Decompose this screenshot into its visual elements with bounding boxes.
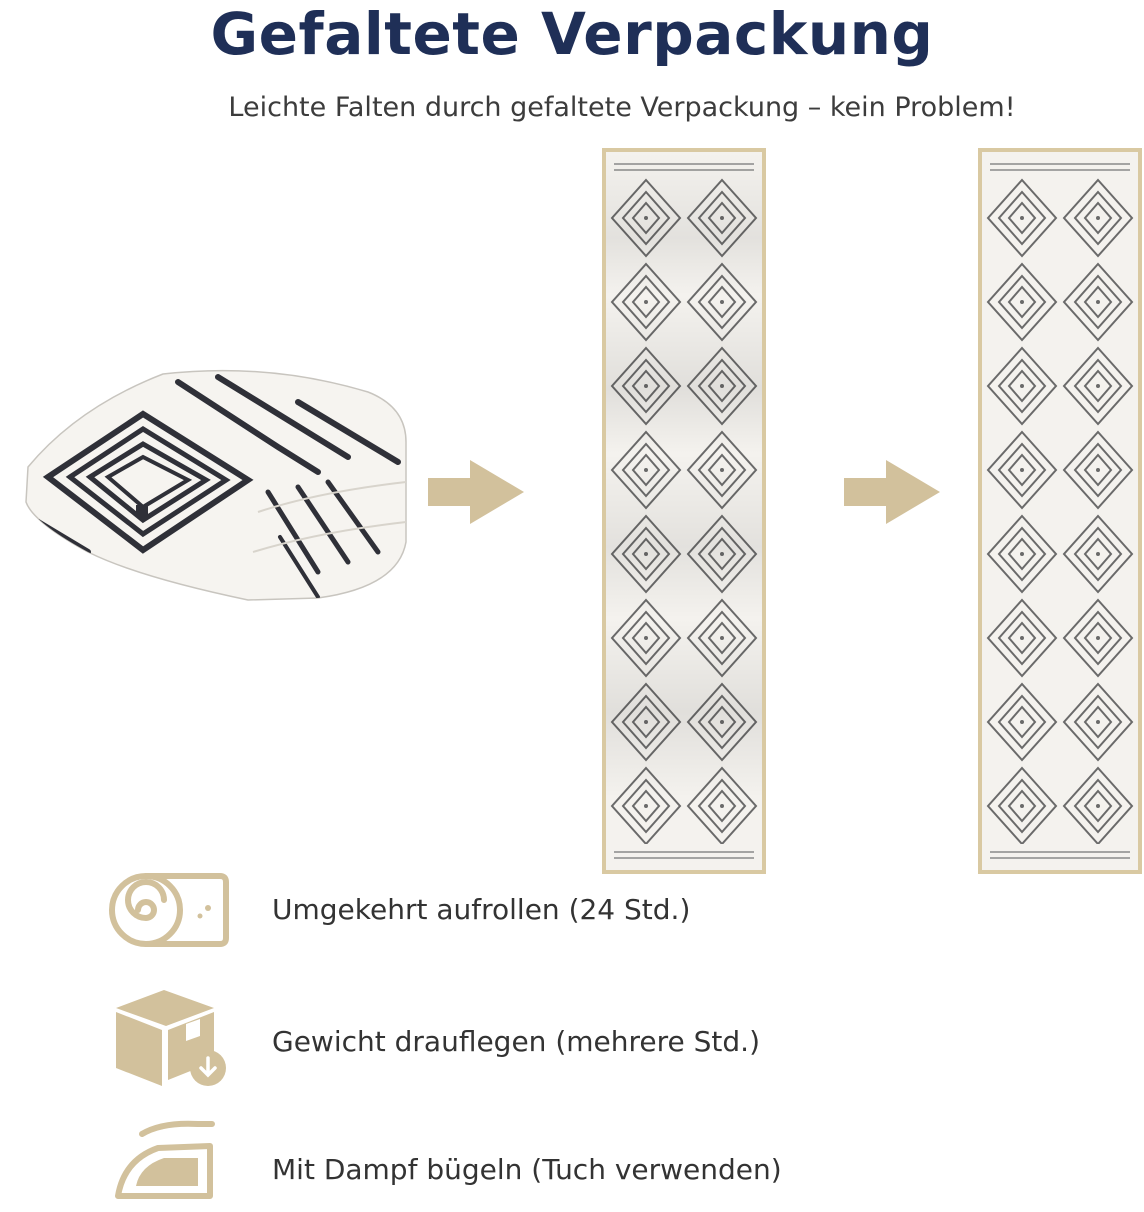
care-step-1	[0, 868, 1144, 968]
folded-rug-image	[18, 362, 413, 602]
flat-rug-image	[976, 146, 1144, 876]
wrinkled-rug-image	[600, 146, 768, 876]
care-step-label: Umgekehrt aufrollen (24 Std.)	[272, 893, 691, 926]
arrow-right-icon	[424, 456, 528, 528]
page-title: Gefaltete Verpackung	[210, 0, 934, 68]
care-step-label: Mit Dampf bügeln (Tuch verwenden)	[272, 1153, 782, 1186]
care-step-3	[0, 1112, 1144, 1212]
arrow-right-icon	[840, 456, 944, 528]
rolled-rug-icon	[102, 868, 232, 968]
box-weight-icon	[102, 988, 232, 1088]
page-subtitle: Leichte Falten durch gefaltete Verpackung – kein Problem!	[228, 92, 1016, 123]
care-step-2	[0, 988, 1144, 1088]
care-step-label: Gewicht drauflegen (mehrere Std.)	[272, 1025, 760, 1058]
steam-iron-icon	[102, 1112, 232, 1212]
